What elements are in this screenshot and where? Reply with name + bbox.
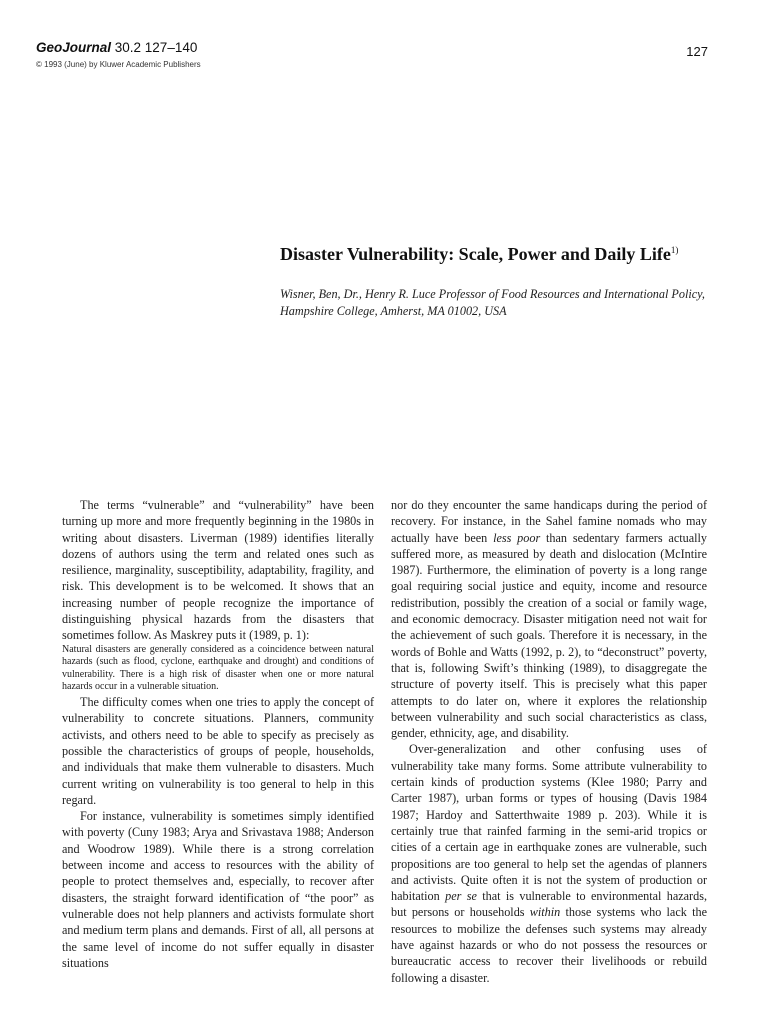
paragraph: The difficulty comes when one tries to apply the concept of vulnerability to concrete situations. Planners, community activists, and others need to be able to specify as precisely as possible the characteristics of groups of people, households, and individuals that make them vulnerable to disasters. Much current writing on vulnerability is too general to help in this regard. [62,695,374,807]
paragraph [391,497,707,741]
emphasis: within [529,905,561,920]
paragraph [391,741,707,985]
text-run: than sedentary farmers actually suffered more, as measured by death and dislocation (McIntire 1987). Furthermore, the elimination of poverty is a long range goal requiring social justice and equity, income and resource redistribution, possibly the creation of a social or family wage, and economic democracy. Disaster mitigation need not wait for the achievement of such goals. Therefore it is necessary, in the words of Bohle and Watts (1992, p. 2), to “deconstruct” poverty, that is, following Swift’s thinking (1989), to disaggregate the structure of poverty itself. This is precisely what this paper attempts to do later on, where it explores the relationship between vulnerability and such social characteristics as class, gender, ethnicity, age, and disability. [391,530,707,741]
right-column [391,497,707,986]
text-run: those systems who lack the resources to mobilize the defenses such systems may already have against hazards or who do not possess the resources or bureaucratic access to recover their livelihoods or rebuild following a disaster. [391,905,707,985]
emphasis: less poor [493,530,541,545]
text-run: that is vulnerable to environmental hazards, but persons or households [391,889,707,920]
left-column [62,497,374,971]
page-number: 127 [686,44,708,59]
copyright-line: © 1993 (June) by Kluwer Academic Publishers [36,60,201,69]
text-run: nor do they encounter the same handicaps during the period of recovery. For instance, in the Sahel famine nomads who may actually have been [391,498,707,545]
journal-citation [36,40,197,55]
article-title-text: Disaster Vulnerability: Scale, Power and Daily Life [280,244,671,264]
article-title [280,244,678,265]
emphasis: per se [445,889,477,904]
paragraph: The terms “vulnerable” and “vulnerability” have been turning up more and more frequently beginning in the 1980s in writing about disasters. Liverman (1989) identifies literally dozens of authors using the term and related ones such as resilience, marginality, susceptibility, adaptability, fragility, and risk. This development is to be welcomed. It shows that an increasing number of people recognize the importance of distinguishing physical hazards from the disasters that sometimes follow. As Maskrey puts it (1989, p. 1): [62,498,374,643]
author-affiliation: Wisner, Ben, Dr., Henry R. Luce Professor of Food Resources and International Policy, Hampshire College, Amherst, MA 01002, USA [280,287,705,318]
title-footnote-marker: 1) [670,245,679,255]
text-run: Over-generalization and other confusing uses of vulnerability take many forms. Some attribute vulnerability to certain kinds of production systems (Klee 1980; Parry and Carter 1987), urban forms or types of housing (Davis 1984 1987; Hardoy and Satterthwaite 1989 p. 203). While it is certainly true that rainfed farming in the semi-arid tropics or cities of a certain age in earthquake zones are vulnerable, such propositions are too general to help set the agendas of planners and activists. Quite often it is not the system of production or habitation [391,742,707,904]
paragraph: For instance, vulnerability is sometimes simply identified with poverty (Cuny 1983; Arya and Srivastava 1988; Anderson and Woodrow 1989). While there is a strong correlation between income and access to resources with the ability of people to protect themselves and, especially, to recover after disasters, the straight forward identification of “the poor” as vulnerable does not help planners and activists formulate short and medium term plans and demands. First of all, all persons at the same level of income do not suffer equally in disaster situations [62,809,374,970]
block-quote: Natural disasters are generally considered as a coincidence between natural hazards (such as flood, cyclone, earthquake and drought) and conditions of vulnerability. There is a high risk of disaster when one or more natural hazards occur in a vulnerable situation. [62,643,374,693]
journal-volume: 30.2 127–140 [111,40,198,55]
journal-name: GeoJournal [36,40,112,55]
